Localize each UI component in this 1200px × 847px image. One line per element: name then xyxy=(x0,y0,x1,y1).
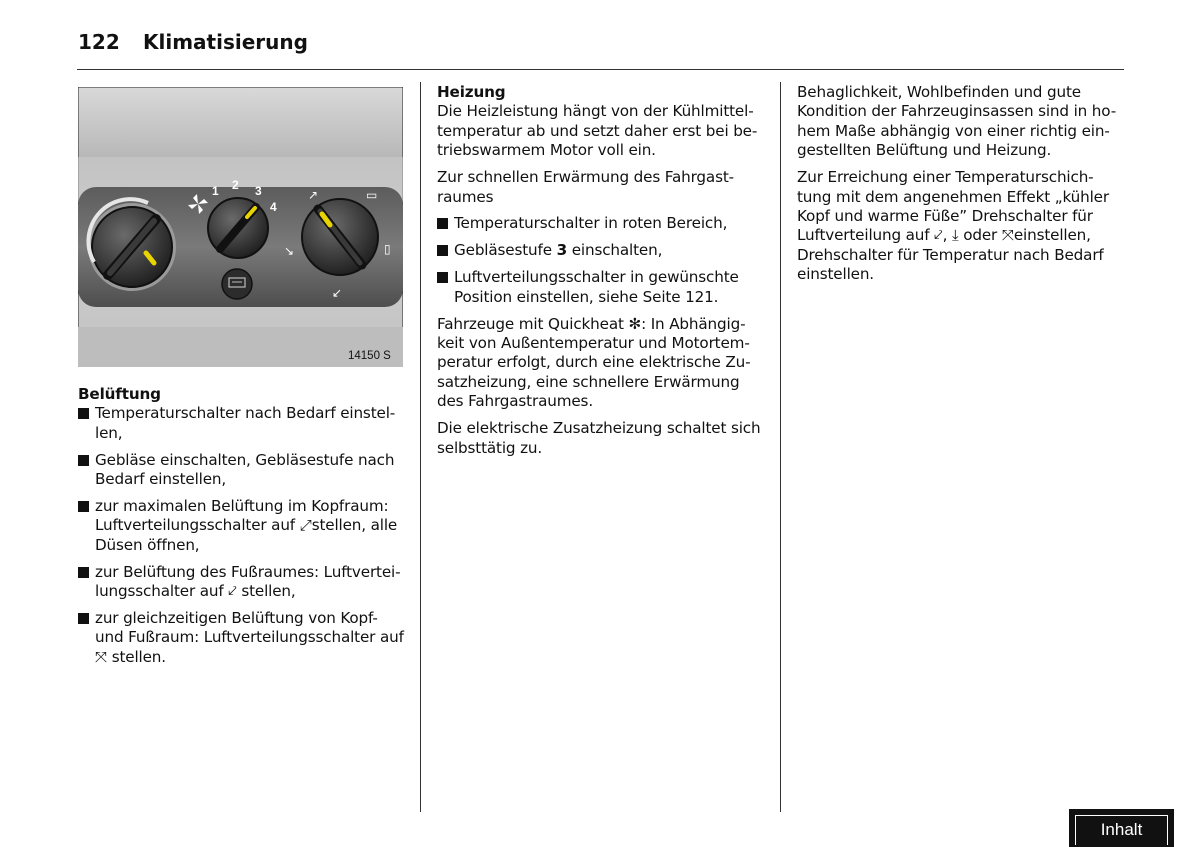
list-item xyxy=(78,609,404,667)
list-item xyxy=(78,497,404,555)
comfort-section xyxy=(797,83,1127,292)
list-item-text: Gebläsestufe xyxy=(454,241,552,260)
list-item-text: zur Belüftung des Fußraumes: Luftvertei-lungsschalter auf xyxy=(95,562,401,601)
comfort-text: oder xyxy=(963,226,998,245)
page-number: 122 xyxy=(78,30,120,54)
list-item-text: Temperaturschalter in roten Bereich, xyxy=(454,214,728,233)
list-item-text: stellen, xyxy=(241,582,296,601)
column-divider-1 xyxy=(420,82,421,812)
defrost-feet-icon: ⤓ xyxy=(951,226,959,245)
comfort-text: , xyxy=(942,226,948,245)
head-feet-air-icon: ⤧ xyxy=(95,647,108,666)
heating-paragraph-4: Die elektrische Zusatzheizung schaltet sich selbsttätig zu. xyxy=(437,419,761,457)
fan-level-value: 3 xyxy=(556,241,568,260)
bullet-square xyxy=(78,501,89,512)
defrost-button-icon xyxy=(222,269,252,299)
list-item-text: Gebläse einschalten, Gebläsestufe nach Bedarf einstellen, xyxy=(95,450,395,489)
list-item xyxy=(78,563,404,602)
comfort-text: einstellen, Drehschalter für Temperatur nach Bedarf einstellen. xyxy=(797,226,1104,284)
figure-code: 14150 S xyxy=(348,350,391,362)
bullet-square xyxy=(78,613,89,624)
section-title: Klimatisierung xyxy=(143,30,308,54)
list-item xyxy=(437,268,767,307)
contents-button[interactable] xyxy=(1069,809,1174,847)
ventilation-heading: Belüftung xyxy=(78,385,161,403)
feet-air-icon: ⤦ xyxy=(228,582,237,601)
climate-control-figure xyxy=(78,87,403,367)
list-item xyxy=(78,451,404,490)
fan-speed-4: 4 xyxy=(270,200,277,214)
list-item xyxy=(437,241,767,260)
quickheat-paragraph xyxy=(437,315,767,412)
feet-air-icon: ⤦ xyxy=(934,226,943,245)
bullet-square xyxy=(437,272,448,283)
head-feet-air-icon: ⤧ xyxy=(1001,226,1014,245)
fan-speed-1: 1 xyxy=(212,184,219,198)
fan-speed-knob xyxy=(208,198,268,258)
ventilation-section xyxy=(78,385,404,675)
quickheat-icon: ✻ xyxy=(628,314,642,333)
quickheat-text: Fahrzeuge mit Quickheat xyxy=(437,314,624,333)
head-air-icon: ↗ xyxy=(308,188,319,202)
contents-button-label: Inhalt xyxy=(1075,815,1168,845)
list-item-text: stellen. xyxy=(111,647,166,666)
defrost-feet-icon: ▯ xyxy=(384,242,391,256)
header-rule xyxy=(77,69,1124,70)
comfort-text: Zur Erreichung einer Temperaturschich-tung mit dem angenehmen Effekt „kühler Kopf und warme Füße” Drehschalter für Luftverteilung auf xyxy=(797,168,1109,245)
comfort-paragraph-1: Behaglichkeit, Wohlbefinden und gute Kondition der Fahrzeuginsassen sind in ho-hem Maße abhängig von einer richtig ein-gestellten Belüftung und Heizung. xyxy=(797,83,1117,160)
bullet-square xyxy=(78,455,89,466)
head-air-icon: ⤢ xyxy=(299,516,312,535)
list-item xyxy=(78,404,404,443)
comfort-paragraph-2 xyxy=(797,168,1127,284)
column-divider-2 xyxy=(780,82,781,812)
bullet-square xyxy=(437,218,448,229)
heating-paragraph-1: Die Heizleistung hängt von der Kühlmittel-temperatur ab und setzt daher erst bei be-triebswarmem Motor voll ein. xyxy=(437,102,758,160)
feet-air-icon: ↙ xyxy=(332,286,343,300)
bullet-square xyxy=(437,245,448,256)
head-feet-air-icon: ↘ xyxy=(284,244,295,258)
heating-paragraph-2: Zur schnellen Erwärmung des Fahrgast-raumes xyxy=(437,168,734,206)
list-item-text: Luftverteilungsschalter in gewünschte Position einstellen, siehe Seite 121. xyxy=(454,268,739,306)
list-item-text: Temperaturschalter nach Bedarf einstel- xyxy=(95,404,396,423)
heating-section xyxy=(437,83,767,465)
fan-speed-2: 2 xyxy=(232,178,239,192)
bullet-square xyxy=(78,408,89,419)
list-item xyxy=(437,214,767,233)
list-item-text: stellen, alle Düsen öffnen, xyxy=(95,516,398,554)
quickheat-text-2: : In Abhängig-keit von Außentemperatur und Motortem-peratur erfolgt, durch eine elektrische Zu-satzheizung, eine schnellere Erwärmung des Fahrgastraumes. xyxy=(437,314,751,411)
list-item-text: zur maximalen Belüftung im Kopfraum: Luftverteilungsschalter auf xyxy=(95,497,389,535)
list-item-text: len, xyxy=(95,423,123,442)
heating-heading: Heizung xyxy=(437,83,506,101)
fan-speed-3: 3 xyxy=(255,184,262,198)
list-item-text: einschalten, xyxy=(571,241,663,260)
defrost-window-icon: ▭ xyxy=(366,188,378,202)
list-item-text: zur gleichzeitigen Belüftung von Kopf- und Fußraum: Luftverteilungsschalter auf xyxy=(95,609,404,647)
air-distribution-knob xyxy=(302,199,378,275)
bullet-square xyxy=(78,567,89,578)
